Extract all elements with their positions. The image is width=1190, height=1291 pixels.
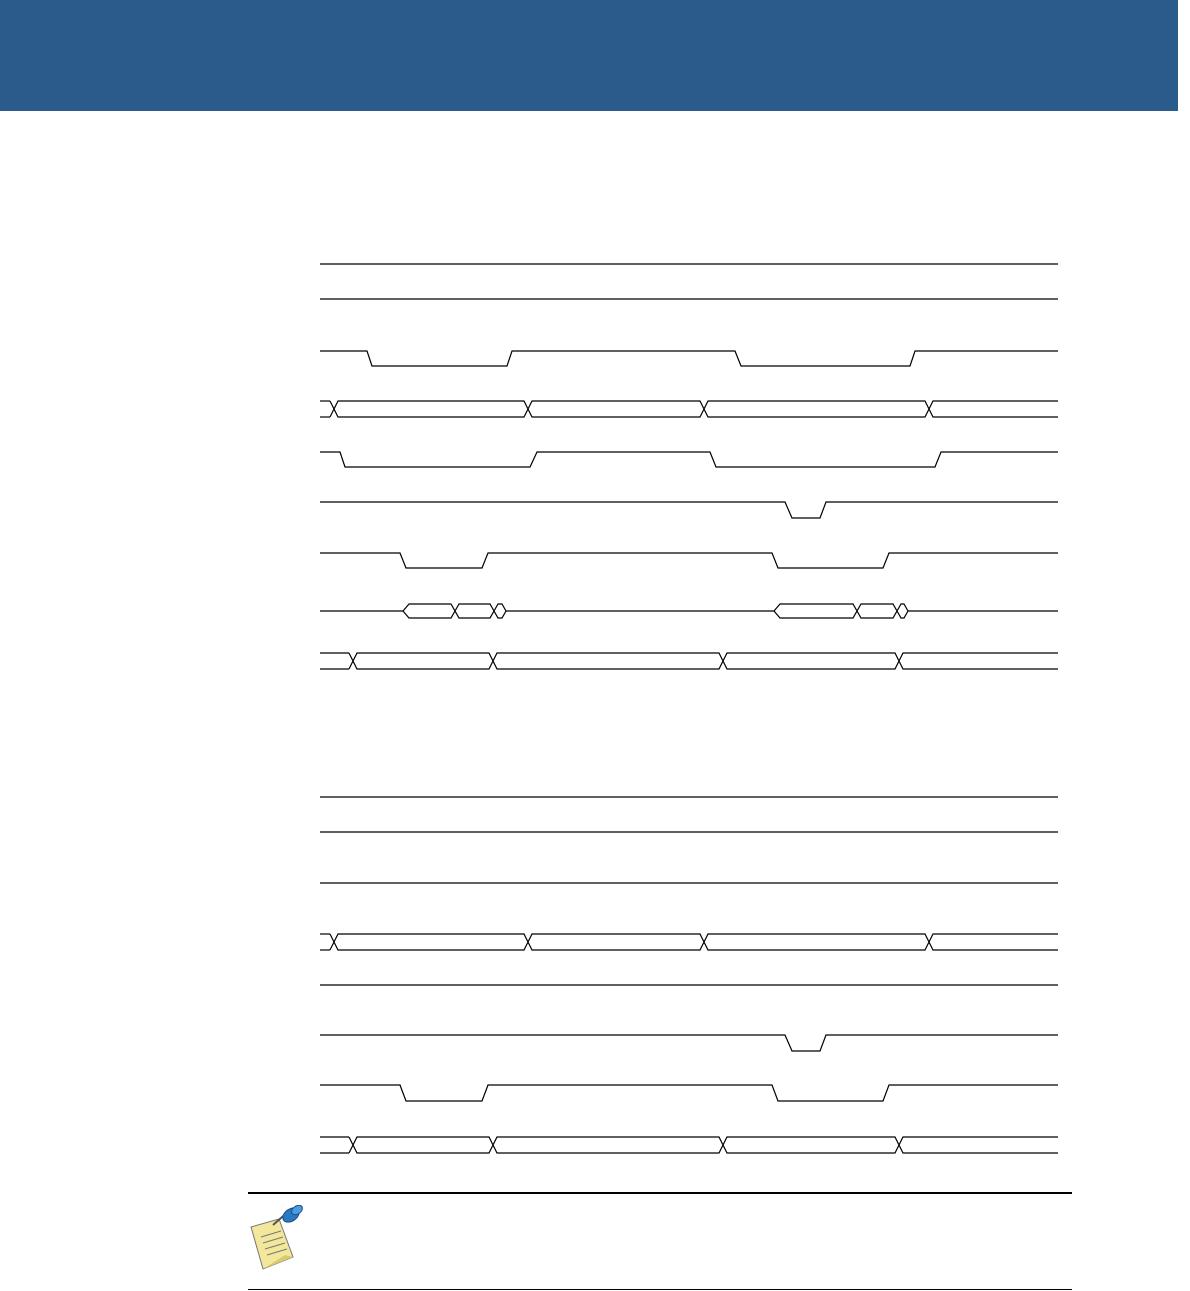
signal-waveform — [320, 502, 1058, 518]
signal-waveform — [320, 1085, 1058, 1101]
bus-burst-signal — [320, 604, 1058, 618]
timing-diagram-2 — [310, 785, 1070, 1160]
note-top-rule — [248, 1192, 1072, 1194]
bus-signal — [320, 934, 1058, 950]
signal-waveform — [320, 452, 1058, 467]
pushpin-note-icon — [245, 1205, 309, 1273]
signal-waveform — [320, 553, 1058, 568]
bus-signal — [320, 653, 1058, 669]
signal-waveform — [320, 1035, 1058, 1051]
signal-waveform — [320, 351, 1058, 366]
timing-diagram-1 — [310, 250, 1070, 680]
bus-signal — [320, 401, 1058, 417]
header-edge — [1178, 0, 1190, 111]
bus-signal — [320, 1137, 1058, 1153]
note-bottom-rule — [248, 1289, 1072, 1290]
page-header-bar — [0, 0, 1178, 111]
